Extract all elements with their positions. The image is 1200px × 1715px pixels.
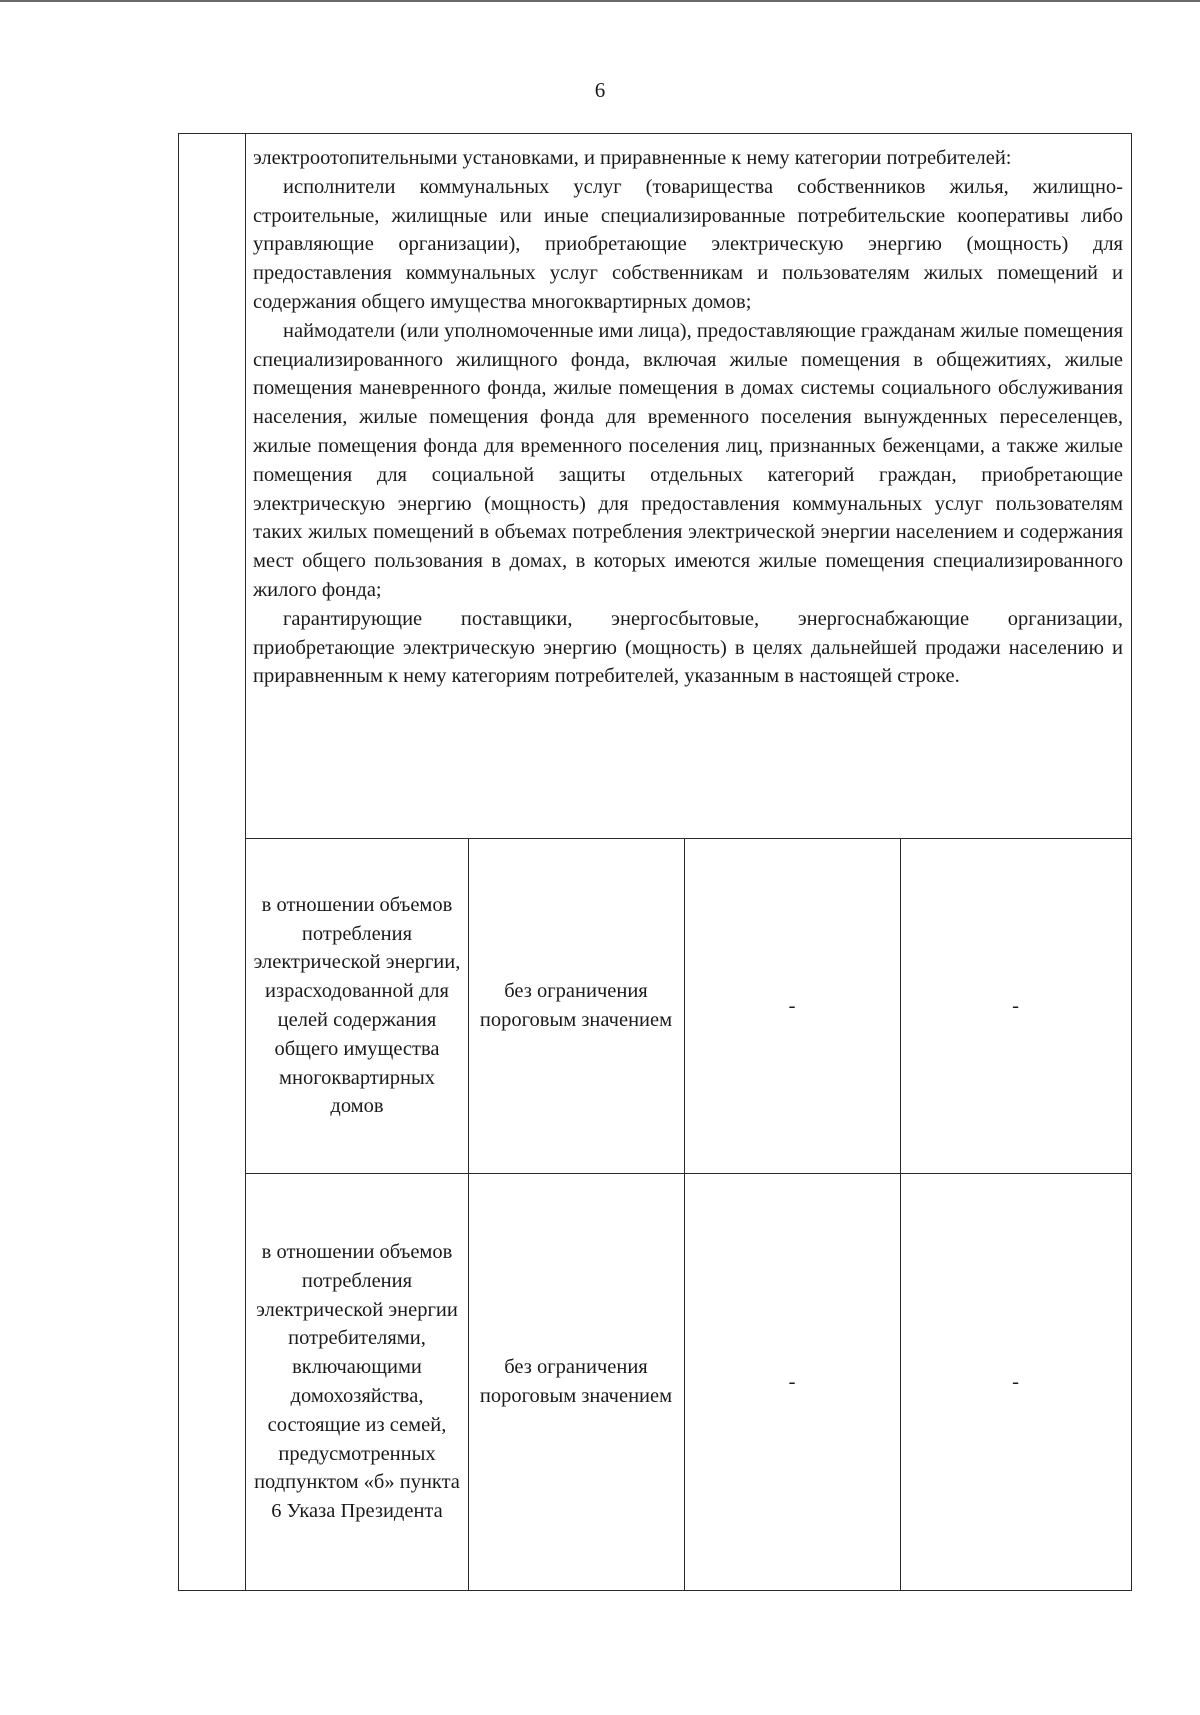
row-column-4-value: - (1012, 994, 1019, 1017)
row-description: в отношении объемов потребления электрической энергии, израсходованной для целей содержания общего имущества многоквартирных домов (253, 893, 461, 1118)
row-description: в отношении объемов потребления электрической энергии потребителями, включающими домохозяйства, состоящие из семей, предусмотренных подпунктом «б» пункта 6 Указа Президента (254, 1241, 460, 1523)
row-column-4-cell (900, 839, 1131, 1173)
row-column-3-cell (684, 1174, 900, 1590)
row-threshold-cell (468, 839, 684, 1173)
row-column-3-cell (684, 839, 900, 1173)
row-threshold-cell (468, 1174, 684, 1590)
row-column-3-value: - (788, 1370, 796, 1393)
intro-paragraph-landlords: наймодатели (или уполномоченные ими лица), предоставляющие гражданам жилые помещения специализированного жилищного фонда, включая жилые помещения в общежитиях, жилые помещения маневренного фонда, жилые помещения в домах системы социального обслуживания населения, жилые помещения фонда для временного поселения вынужденных переселенцев, жилые помещения фонда для временного поселения лиц, признанных беженцами, а также жилые помещения для социальной защиты отдельных категорий граждан, приобретающие электрическую энергию (мощность) для предоставления коммунальных услуг пользователям таких жилых помещений в объемах потребления электрической энергии населением и содержания мест общего пользования в домах, в которых имеются жилые помещения специализированного жилого фонда; (253, 319, 1124, 601)
page-number: 6 (594, 78, 606, 102)
table-row (246, 839, 1131, 1173)
row-threshold: без ограничения пороговым значением (479, 1356, 673, 1407)
row-column-4-value: - (1012, 1370, 1019, 1393)
table-row (246, 1174, 1131, 1590)
row-threshold: без ограничения пороговым значением (479, 980, 673, 1031)
row-description-cell (246, 1174, 468, 1590)
row-column-3-value: - (788, 994, 796, 1017)
intro-paragraph-continuation: электроотопительными установками, и приравненные к нему категории потребителей: (253, 147, 1012, 169)
intro-paragraph-utility-providers: исполнители коммунальных услуг (товарищества собственников жилья, жилищно-строительные, жилищные или иные специализированные потребительские кооперативы либо управляющие организации), приобретающие электрическую энергию (мощность) для предоставления коммунальных услуг собственникам и пользователям жилых помещений и содержания общего имущества многоквартирных домов; (253, 175, 1123, 313)
scan-top-edge (0, 0, 1200, 2)
row-description-cell (246, 839, 468, 1173)
row-column-4-cell (900, 1174, 1131, 1590)
intro-text-cell (253, 144, 1123, 691)
intro-paragraph-suppliers: гарантирующие поставщики, энергосбытовые, энергоснабжающие организации, приобретающие электрическую энергию (мощность) в целях дальнейшей продажи населению и приравненным к нему категориям потребителей, указанным в настоящей строке. (253, 607, 1123, 688)
